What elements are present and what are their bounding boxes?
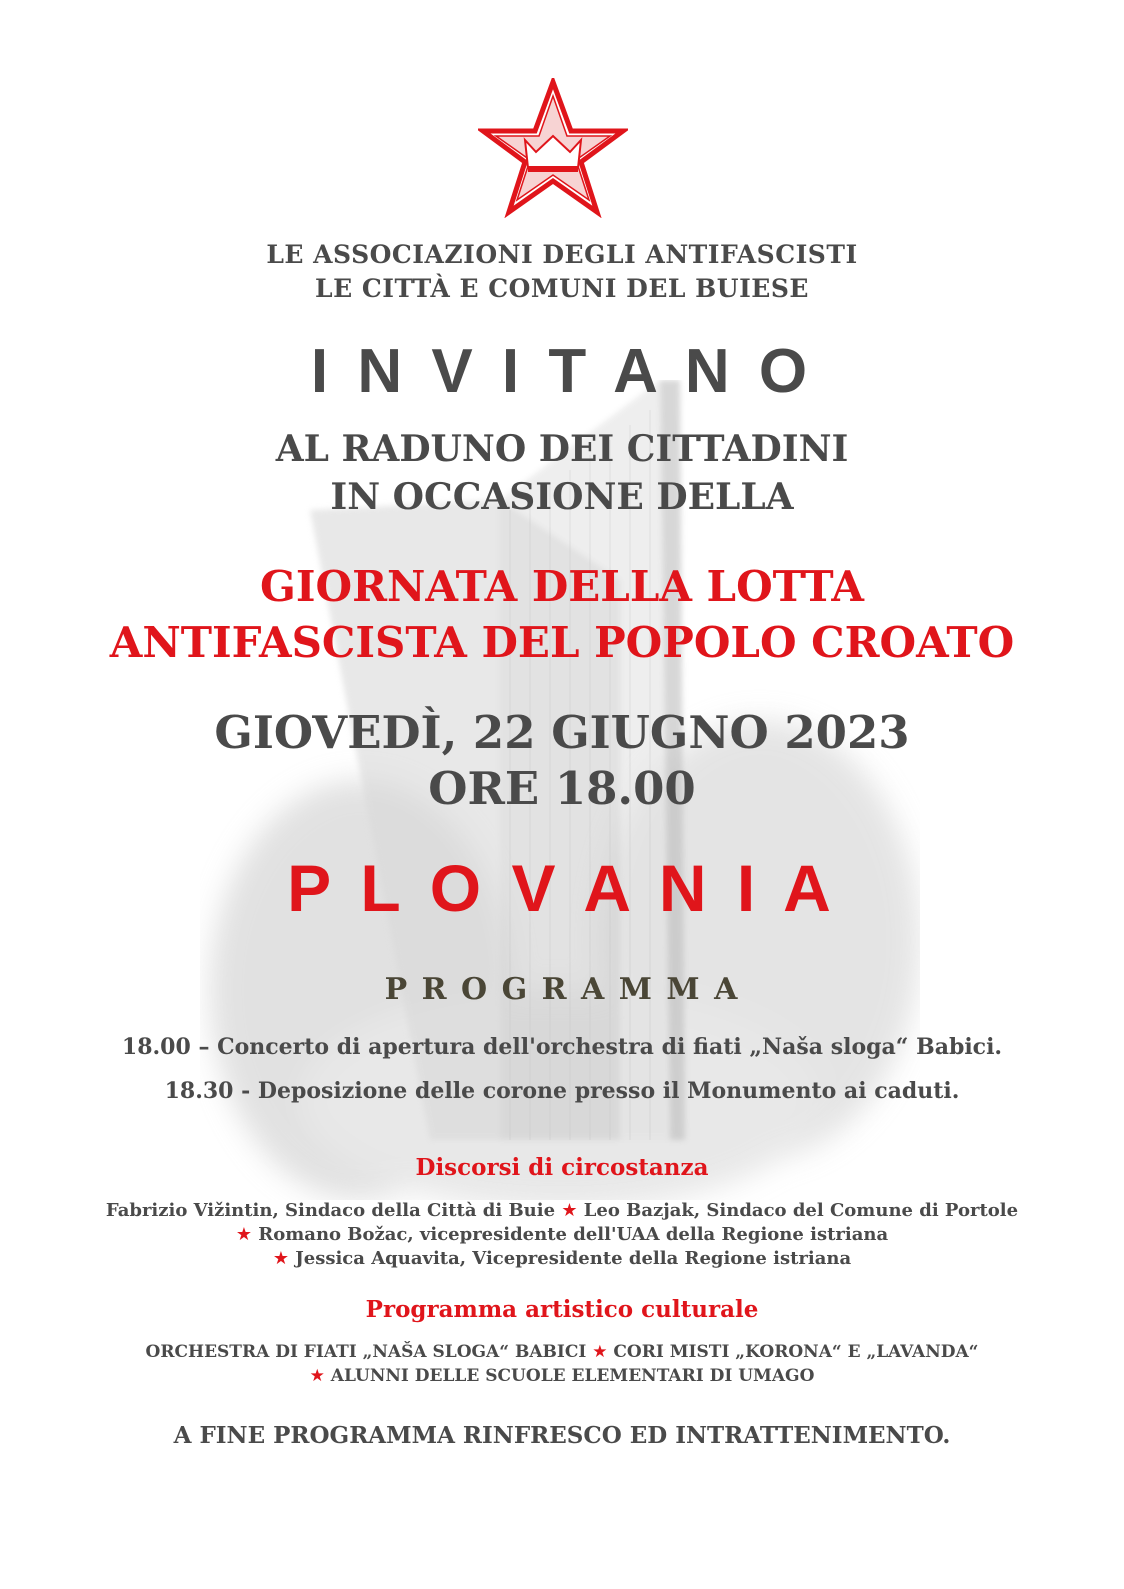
speaker-1: Fabrizio Vižintin, Sindaco della Città di Buie xyxy=(105,1200,556,1221)
header-line-2: LE CITTÀ E COMUNI DEL BUIESE xyxy=(315,274,809,303)
invite-line-2: IN OCCASIONE DELLA xyxy=(330,476,794,518)
cultural-heading: Programma artistico culturale xyxy=(365,1296,759,1323)
cultural-group-3: ALUNNI DELLE SCUOLE ELEMENTARI DI UMAGO xyxy=(330,1366,815,1386)
cultural-line-2 xyxy=(0,1366,1124,1386)
star-icon: ★ xyxy=(235,1224,252,1245)
closing-note: A FINE PROGRAMMA RINFRESCO ED INTRATTENIMENTO. xyxy=(173,1422,951,1449)
invite-verb: I N V I T A N O xyxy=(310,337,814,406)
star-icon: ★ xyxy=(309,1366,325,1386)
programme-item-2: 18.30 - Deposizione delle corone presso il Monumento ai caduti. xyxy=(164,1078,960,1104)
star-icon: ★ xyxy=(561,1200,578,1221)
cultural-group-1: ORCHESTRA DI FIATI „NAŠA SLOGA“ BABICI xyxy=(145,1342,587,1362)
speaker-3: Romano Božac, vicepresidente dell'UAA della Regione istriana xyxy=(258,1224,889,1245)
speeches-heading: Discorsi di circostanza xyxy=(415,1154,709,1181)
event-time: ORE 18.00 xyxy=(428,762,696,815)
event-date: GIOVEDÌ, 22 GIUGNO 2023 xyxy=(214,706,910,759)
event-title-line-2: ANTIFASCISTA DEL POPOLO CROATO xyxy=(109,618,1015,667)
speaker-4: Jessica Aquavita, Vicepresidente della Regione istriana xyxy=(295,1248,852,1269)
star-icon: ★ xyxy=(272,1248,289,1269)
speakers-line-3 xyxy=(0,1248,1124,1269)
cultural-group-2: CORI MISTI „KORONA“ E „LAVANDA“ xyxy=(613,1342,979,1362)
programme-item-1: 18.00 – Concerto di apertura dell'orchestra di fiati „Naša sloga“ Babici. xyxy=(121,1034,1003,1060)
programme-heading: P R O G R A M M A xyxy=(384,972,740,1007)
speakers-line-1 xyxy=(0,1200,1124,1221)
invite-line-1: AL RADUNO DEI CITTADINI xyxy=(275,428,849,470)
event-title-line-1: GIORNATA DELLA LOTTA xyxy=(260,562,864,611)
antifascist-star-logo xyxy=(478,78,628,218)
event-place: P L O V A N I A xyxy=(287,851,837,925)
cultural-line-1 xyxy=(0,1342,1124,1362)
speaker-2: Leo Bazjak, Sindaco del Comune di Portole xyxy=(583,1200,1019,1221)
speakers-line-2 xyxy=(0,1224,1124,1245)
header-line-1: LE ASSOCIAZIONI DEGLI ANTIFASCISTI xyxy=(266,240,858,269)
star-icon: ★ xyxy=(592,1342,608,1362)
